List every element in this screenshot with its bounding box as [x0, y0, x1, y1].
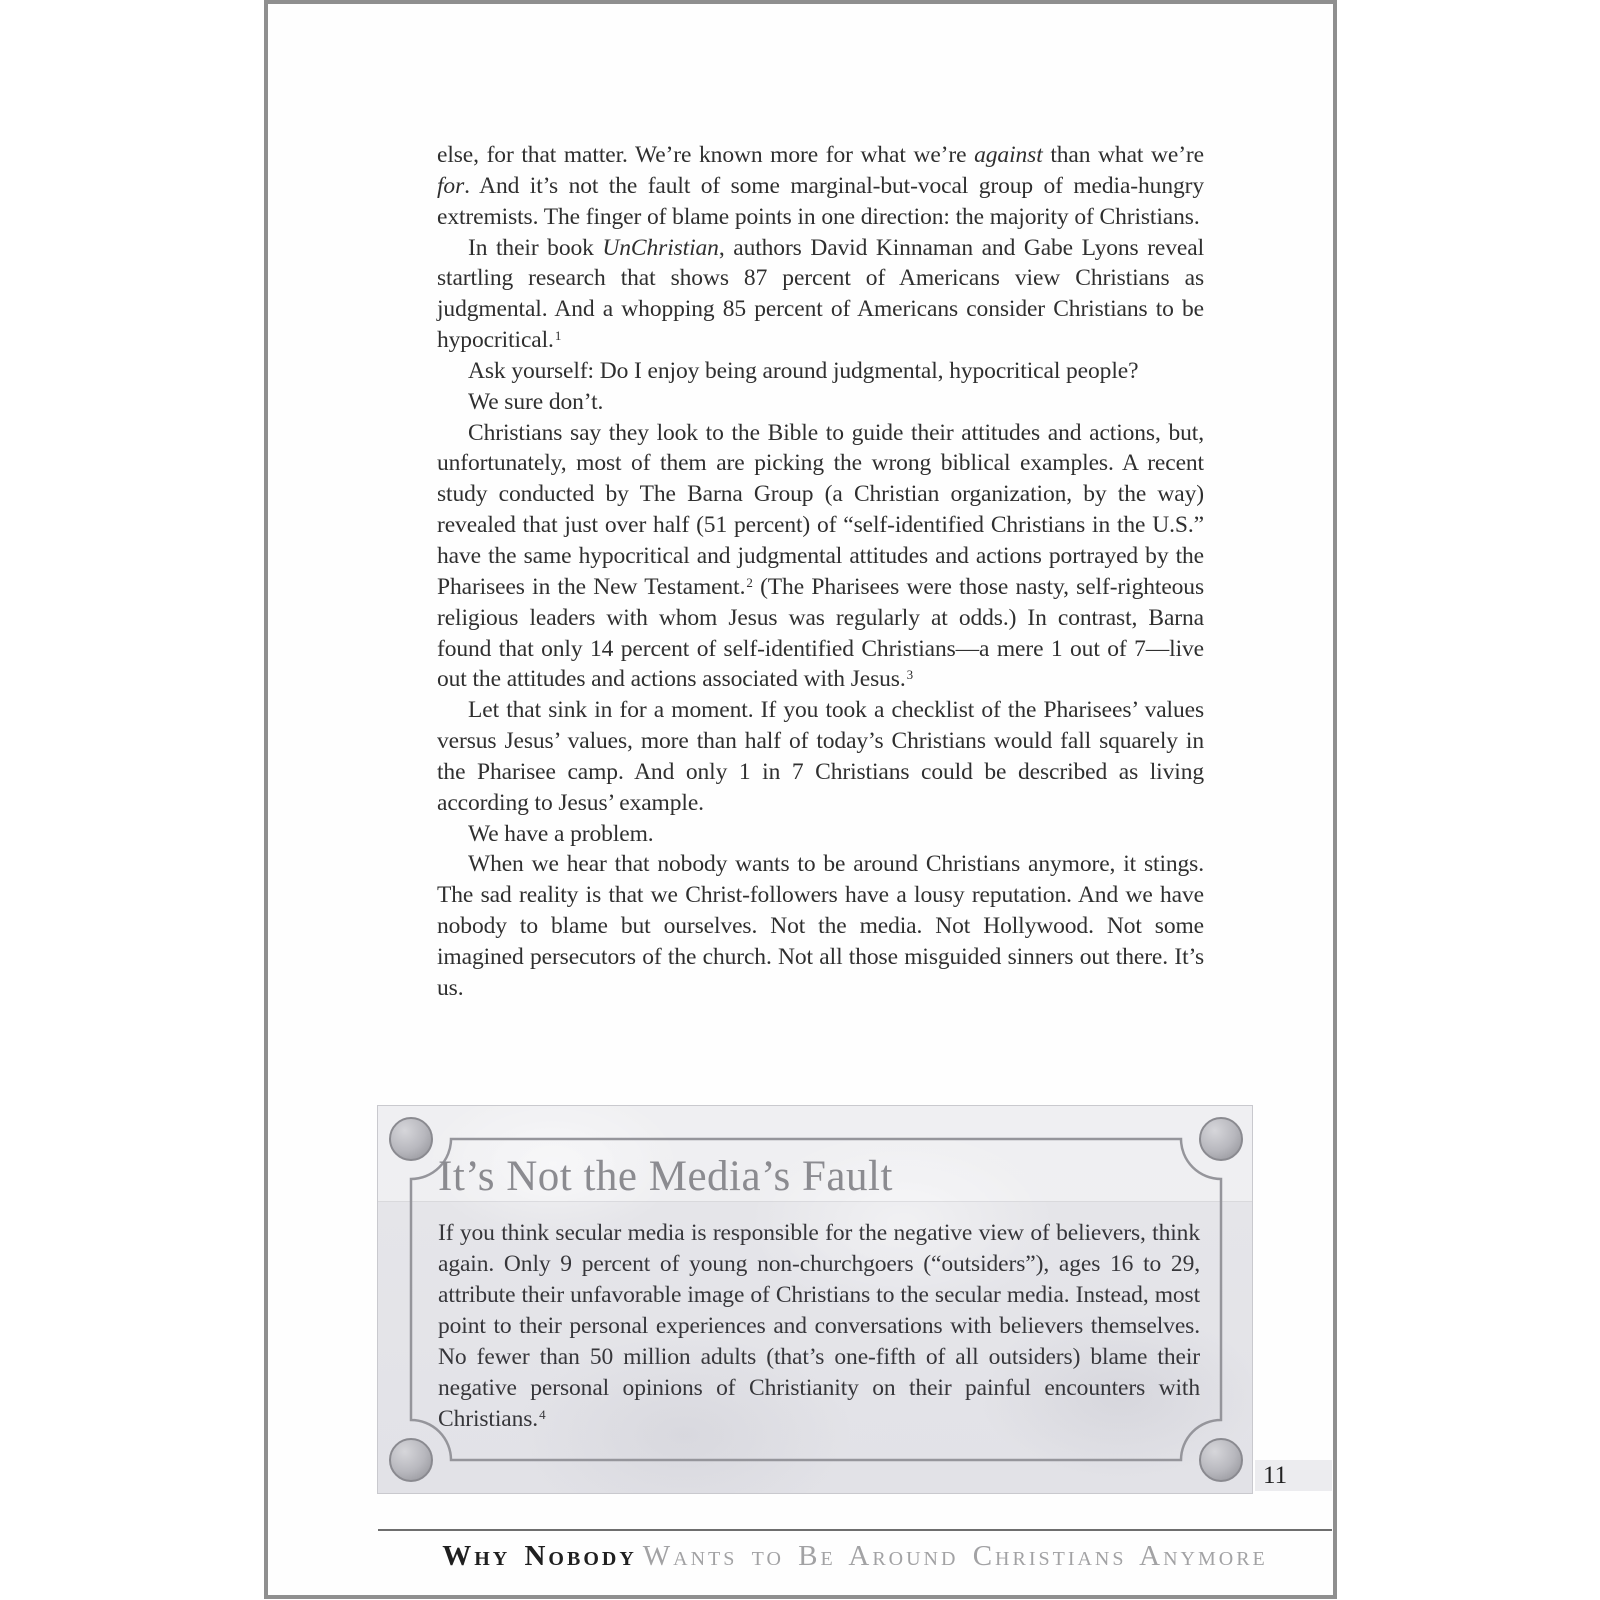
callout-box — [377, 1105, 1253, 1494]
callout-body — [438, 1218, 1200, 1435]
page-number: 11 — [1263, 1462, 1288, 1489]
footnote-marker: 4 — [539, 1407, 546, 1422]
book-page — [264, 0, 1337, 1599]
text-segment: than what we’re — [1042, 142, 1204, 168]
callout-title: It’s Not the Media’s Fault — [438, 1153, 893, 1200]
text-segment: If you think secular media is responsible for the negative view of believers, think again. Only 9 percent of young non-churchgoers (“outsiders”), ages 16 to 29, attribute their unfavorable image of Christians to the secular media. Instead, most point to their personal experiences and conversations with believers themselves. No fewer than 50 million adults (that’s one-fifth of all outsiders) blame their negative personal opinions of Christianity on their painful encounters with Christians. — [438, 1220, 1200, 1432]
text-segment: . And it’s not the fault of some marginal-but-vocal group of media-hungry extremists. The finger of blame points in one direction: the majority of Christians. — [437, 172, 1204, 230]
corner-screw-icon — [390, 1118, 432, 1160]
text-segment: against — [974, 142, 1043, 168]
footer-title-rest: Wants to Be Around Christians Anymore — [642, 1540, 1268, 1572]
footnote-marker: 2 — [746, 574, 753, 590]
text-segment: In their book — [468, 234, 603, 261]
body-text — [437, 140, 1204, 1004]
text-segment: Let that sink in for a moment. If you took a checklist of the Pharisees’ values versus Jesus’ values, more than half of today’s Christians would fall squarely in the Pharisee camp. And only 1 in 7 Christians could be described as living according to Jesus’ example. — [437, 697, 1204, 816]
text-segment: UnChristian — [602, 234, 719, 261]
body-paragraph — [437, 819, 1204, 850]
corner-screw-icon — [1200, 1118, 1242, 1160]
body-paragraph — [437, 140, 1204, 233]
body-paragraph — [437, 356, 1204, 387]
corner-screw-icon — [1200, 1439, 1242, 1481]
corner-screw-icon — [390, 1439, 432, 1481]
text-segment: We have a problem. — [468, 820, 654, 847]
body-paragraph — [437, 695, 1204, 818]
body-paragraph — [437, 849, 1204, 1003]
body-paragraph — [437, 233, 1204, 356]
footer-rule — [378, 1529, 1332, 1531]
footnote-marker: 3 — [906, 667, 914, 683]
footer-title-strong: Why Nobody — [442, 1540, 637, 1572]
page-number-badge — [1255, 1460, 1332, 1491]
text-segment: Christians say they look to the Bible to guide their attitudes and actions, but, unfortunately, most of them are picking the wrong biblical examples. A recent study conducted by The Barna Group (a Christian organization, by the way) revealed that just over half (51 percent) of “self-identified Christians in the U.S.” have the same hypocritical and judgmental attitudes and actions portrayed by the Pharisees in the New Testament. — [437, 419, 1204, 600]
text-segment: (The Pharisees were those nasty, self-righteous religious leaders with whom Jesus was regularly at odds.) In contrast, Barna found that only 14 percent of self-identified Christians—a mere 1 out of 7—live out the attitudes and actions associated with Jesus. — [437, 573, 1204, 693]
body-paragraph — [437, 418, 1204, 696]
footnote-marker: 1 — [554, 328, 562, 344]
text-segment: When we hear that nobody wants to be around Christians anymore, it stings. The sad reality is that we Christ-followers have a lousy reputation. And we have nobody to blame but ourselves. Not the media. Not Hollywood. Not some imagined persecutors of the church. Not all those misguided sinners out there. It’s us. — [437, 851, 1204, 1001]
text-segment: Ask yourself: Do I enjoy being around judgmental, hypocritical people? — [468, 357, 1139, 384]
text-segment: for — [437, 172, 465, 199]
text-segment: else, for that matter. We’re known more for what we’re — [437, 142, 975, 168]
running-footer — [378, 1540, 1332, 1573]
text-segment: , authors David Kinnaman and Gabe Lyons reveal startling research that shows 87 percent of Americans view Christians as judgmental. And a whopping 85 percent of Americans consider Christians to be hypocritical. — [437, 234, 1205, 354]
body-paragraph — [437, 387, 1204, 418]
text-segment: We sure don’t. — [468, 388, 604, 415]
